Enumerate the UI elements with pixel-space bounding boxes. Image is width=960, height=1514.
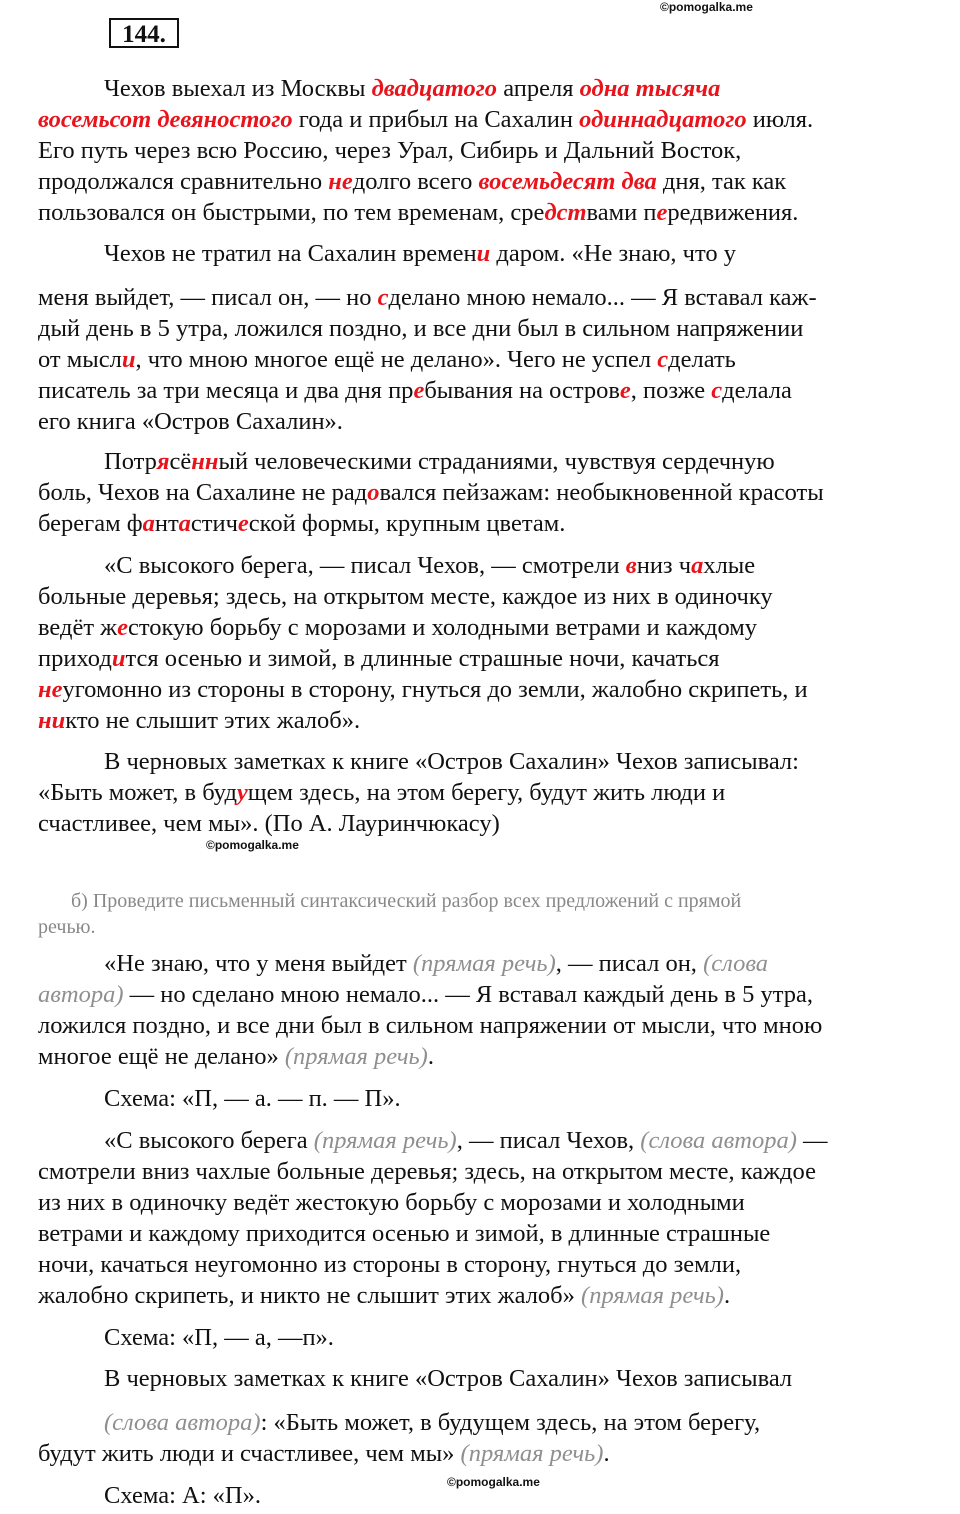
text-run: приход: [38, 645, 112, 672]
highlighted-spelling: и: [121, 346, 136, 373]
highlighted-spelling: е: [237, 510, 249, 537]
text-run: ночи, качаться неугомонно из стороны в сторону, гнуться до земли,: [38, 1251, 742, 1278]
text-run: вался пейзажам: необыкновенной красоты: [379, 479, 824, 506]
text-run: Схема: А: «П».: [104, 1482, 261, 1509]
highlighted-spelling: дст: [544, 199, 587, 226]
text-paragraph-5: [38, 550, 908, 736]
highlighted-spelling: в: [625, 552, 637, 579]
highlighted-spelling: одиннадцатого: [579, 106, 747, 133]
text-run: боль, Чехов на Сахалине не рад: [38, 479, 368, 506]
text-run: долго всего: [352, 168, 479, 195]
text-run: дый день в 5 утра, ложился поздно, и все дни был в сильном напряжении: [38, 315, 804, 342]
text-run: , — писал он,: [555, 950, 704, 977]
text-run: «С высокого берега, — писал Чехов, — смотрели: [104, 552, 626, 579]
text-run: .: [427, 1043, 434, 1070]
highlighted-spelling: и: [111, 645, 126, 672]
text-run: —: [796, 1127, 828, 1154]
text-run: В черновых заметках к книге «Остров Сахалин» Чехов записывал: [104, 1365, 793, 1392]
text-run: июля.: [746, 106, 814, 133]
grammar-note: автора): [38, 981, 124, 1008]
highlighted-spelling: с: [377, 284, 389, 311]
text-run: делать: [668, 346, 736, 373]
text-run: сё: [169, 448, 192, 475]
text-run: кто не слышит этих жалоб».: [65, 707, 361, 734]
grammar-note: (прямая речь): [460, 1440, 604, 1467]
highlighted-spelling: а: [178, 510, 191, 537]
text-paragraph-2: [38, 238, 908, 269]
text-run: речью.: [38, 916, 96, 938]
scheme-2: [38, 1322, 908, 1353]
text-run: дня, так как: [656, 168, 787, 195]
highlighted-spelling: е: [413, 377, 425, 404]
text-run: апреля: [497, 75, 580, 102]
text-paragraph-1: [38, 73, 908, 228]
text-run: .: [603, 1440, 610, 1467]
answer-paragraph-4: [38, 1407, 908, 1469]
text-run: ый человеческими страданиями, чувствуя сердечную: [218, 448, 775, 475]
text-run: Чехов не тратил на Сахалин времен: [104, 240, 477, 267]
highlighted-spelling: с: [711, 377, 723, 404]
text-run: Чехов выехал из Москвы: [104, 75, 372, 102]
scheme-3: [38, 1480, 908, 1511]
highlighted-spelling: у: [236, 779, 248, 806]
text-run: ветрами и каждому приходится осенью и зимой, в длинные страшные: [38, 1220, 771, 1247]
highlighted-spelling: е: [656, 199, 668, 226]
text-run: жалобно скрипеть, и никто не слышит этих жалоб»: [38, 1282, 582, 1309]
text-run: бывания на остров: [424, 377, 620, 404]
answer-paragraph-3: [38, 1363, 908, 1394]
highlighted-spelling: и: [476, 240, 491, 267]
text-run: тся осенью и зимой, в длинные страшные ночи, качаться: [125, 645, 720, 672]
text-paragraph-4: [38, 446, 908, 539]
text-run: меня выйдет, — писал он, — но: [38, 284, 378, 311]
text-run: стокую борьбу с морозами и холодными ветрами и каждому: [127, 614, 758, 641]
text-run: , позже: [630, 377, 712, 404]
answer-paragraph-2: [38, 1125, 908, 1311]
highlighted-spelling: я: [156, 448, 170, 475]
text-run: редвижения.: [667, 199, 799, 226]
text-run: смотрели вниз чахлые больные деревья; здесь, на открытом месте, каждое: [38, 1158, 816, 1185]
exercise-number: 144.: [109, 18, 179, 48]
highlighted-spelling: а: [142, 510, 155, 537]
text-run: продолжался сравнительно: [38, 168, 329, 195]
text-run: , что мною многое ещё не делано». Чего не успел: [135, 346, 658, 373]
text-run: года и прибыл на Сахалин: [292, 106, 580, 133]
text-run: счастливее, чем мы». (По А. Лауринчюкасу): [38, 810, 500, 837]
text-run: низ ч: [636, 552, 692, 579]
highlighted-spelling: ни: [38, 707, 66, 734]
highlighted-spelling: не: [328, 168, 353, 195]
highlighted-spelling: не: [38, 676, 63, 703]
text-run: ской формы, крупным цветам.: [248, 510, 566, 537]
text-run: Его путь через всю Россию, через Урал, Сибирь и Дальний Восток,: [38, 137, 742, 164]
highlighted-spelling: двадцатого: [371, 75, 498, 102]
grammar-note: (слова автора): [104, 1409, 261, 1436]
text-run: делано мною немало... — Я вставал каж-: [388, 284, 817, 311]
highlighted-spelling: восемьсот девяностого: [38, 106, 293, 133]
watermark-middle: ©pomogalka.me: [206, 838, 299, 852]
text-run: б) Проведите письменный синтаксический разбор всех предложений с прямой: [71, 890, 742, 912]
text-paragraph-6: [38, 746, 908, 839]
watermark-bottom: ©pomogalka.me: [447, 1475, 540, 1489]
text-run: его книга «Остров Сахалин».: [38, 408, 343, 435]
text-run: даром. «Не знаю, что у: [490, 240, 736, 267]
text-run: угомонно из стороны в сторону, гнуться до земли, жалобно скрипеть, и: [62, 676, 808, 703]
text-run: Потр: [104, 448, 157, 475]
text-run: хлые: [703, 552, 756, 579]
grammar-note: (слова: [703, 950, 769, 977]
highlighted-spelling: е: [619, 377, 631, 404]
text-run: Схема: «П, — а, —п».: [104, 1324, 334, 1351]
text-run: нт: [154, 510, 179, 537]
grammar-note: (прямая речь): [412, 950, 556, 977]
text-run: вами п: [586, 199, 657, 226]
highlighted-spelling: восемьдесят два: [478, 168, 657, 195]
highlighted-spelling: е: [117, 614, 128, 641]
scheme-1: [38, 1083, 908, 1114]
grammar-note: (прямая речь): [581, 1282, 724, 1309]
text-run: Схема: «П, — а. — п. — П».: [104, 1085, 401, 1112]
text-run: — но сделано мною немало... — Я вставал каждый день в 5 утра,: [123, 981, 813, 1008]
text-run: больные деревья; здесь, на открытом месте, каждое из них в одиночку: [38, 583, 773, 610]
text-run: из них в одиночку ведёт жестокую борьбу с морозами и холодными: [38, 1189, 745, 1216]
text-run: будут жить люди и счастливее, чем мы»: [38, 1440, 461, 1467]
text-run: «Не знаю, что у меня выйдет: [104, 950, 413, 977]
text-run: делала: [722, 377, 792, 404]
highlighted-spelling: о: [367, 479, 380, 506]
text-run: щем здесь, на этом берегу, будут жить люди и: [247, 779, 726, 806]
grammar-note: (слова автора): [640, 1127, 797, 1154]
highlighted-spelling: с: [657, 346, 669, 373]
grammar-note: (прямая речь): [313, 1127, 457, 1154]
highlighted-spelling: одна тысяча: [579, 75, 721, 102]
text-run: ложился поздно, и все дни был в сильном напряжении от мысли, что мною: [38, 1012, 823, 1039]
task-b-instruction: [38, 888, 908, 940]
text-run: В черновых заметках к книге «Остров Сахалин» Чехов записывал:: [104, 748, 799, 775]
watermark-top: ©pomogalka.me: [660, 0, 753, 14]
highlighted-spelling: а: [691, 552, 704, 579]
text-run: от мысл: [38, 346, 122, 373]
text-run: , — писал Чехов,: [456, 1127, 641, 1154]
text-run: пользовался он быстрыми, по тем временам, сре: [38, 199, 545, 226]
text-run: писатель за три месяца и два дня пр: [38, 377, 414, 404]
text-run: : «Быть может, в будущем здесь, на этом берегу,: [260, 1409, 761, 1436]
text-run: .: [723, 1282, 731, 1309]
answer-paragraph-1: [38, 948, 908, 1072]
highlighted-spelling: нн: [191, 448, 219, 475]
text-paragraph-3: [38, 282, 908, 437]
text-run: ведёт ж: [38, 614, 118, 641]
text-run: многое ещё не делано»: [38, 1043, 285, 1070]
text-run: стич: [190, 510, 238, 537]
text-run: «Быть может, в буд: [38, 779, 237, 806]
grammar-note: (прямая речь): [284, 1043, 428, 1070]
text-run: «С высокого берега: [104, 1127, 314, 1154]
text-run: берегам ф: [38, 510, 143, 537]
